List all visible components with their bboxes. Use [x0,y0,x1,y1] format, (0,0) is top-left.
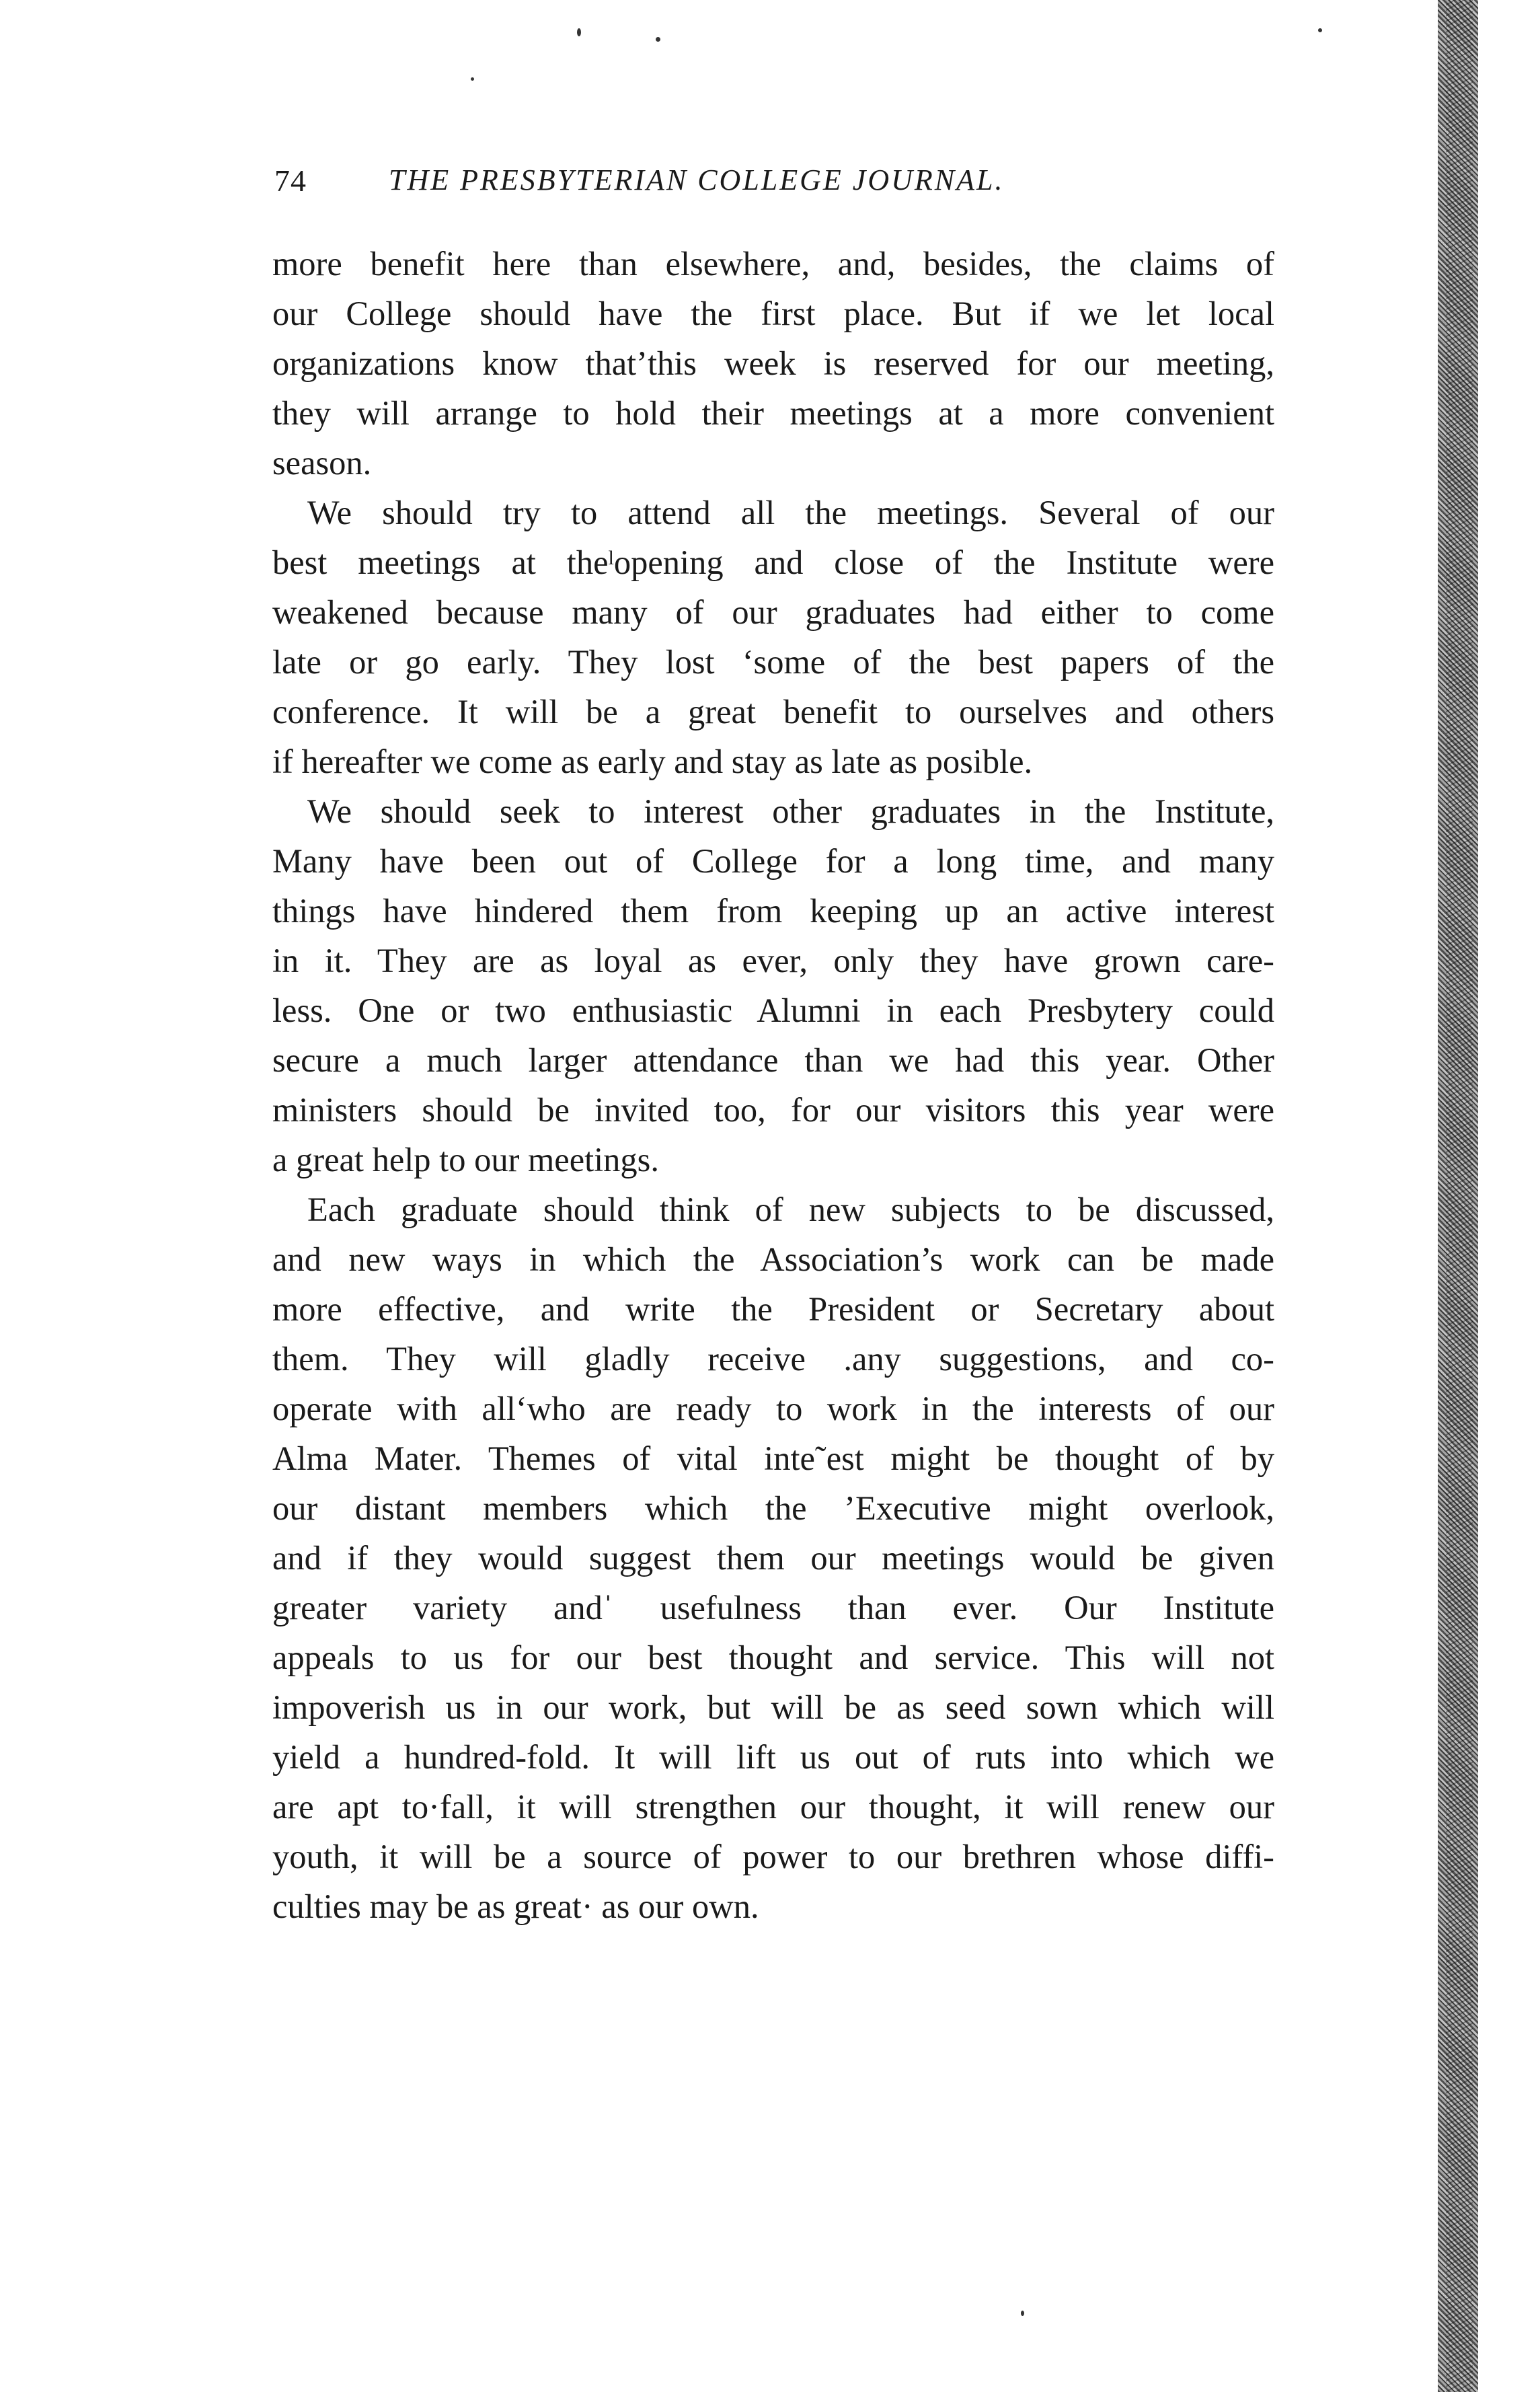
running-title: THE PRESBYTERIAN COLLEGE JOURNAL. [389,163,1005,196]
text-line: ministers should be invited too, for our visitors this year were [272,1091,1274,1129]
text-line: secure a much larger attendance than we had this year. Other [272,1041,1274,1079]
text-line: more effective, and write the President or Secretary about [272,1290,1274,1328]
text-line: weakened because many of our graduates had either to come [272,593,1274,631]
text-line: are apt to·fall, it will strengthen our thought, it will renew our [272,1788,1274,1826]
text-line: Alma Mater. Themes of vital inte˜est might be thought of by [272,1440,1274,1477]
text-line: We should try to attend all the meetings. Several of our [307,494,1274,531]
text-line: operate with all‘who are ready to work in the interests of our [272,1390,1274,1427]
text-line: more benefit here than elsewhere, and, besides, the claims of [272,245,1274,283]
paragraph [272,239,1274,488]
text-line: organizations know thatʼthis week is reserved for our meeting, [272,344,1274,382]
text-line: late or go early. They lost ‘some of the best papers of the [272,643,1274,681]
text-line: a great help to our meetings. [272,1141,659,1179]
text-line: culties may be as great· as our own. [272,1888,759,1925]
paragraph [272,786,1274,1185]
scan-speck [471,77,474,81]
text-line: things have hindered them from keeping up an active interest [272,892,1274,930]
text-line: youth, it will be a source of power to our brethren whose diffi- [272,1838,1274,1875]
paragraph [272,1185,1274,1931]
text-line: season. [272,444,372,482]
text-line: if hereafter we come as early and stay as late as posible. [272,743,1033,780]
text-line: and new ways in which the Association’s work can be made [272,1240,1274,1278]
paragraph [272,488,1274,786]
text-line: in it. They are as loyal as ever, only they have grown care- [272,942,1274,979]
scan-speck [656,37,660,42]
text-line: best meetings at theˡopening and close of the Institute were [272,544,1274,581]
scan-speck [577,28,581,36]
page-number: 74 [274,163,307,198]
text-line: appeals to us for our best thought and service. This will not [272,1639,1274,1676]
text-line: and if they would suggest them our meetings would be given [272,1539,1274,1577]
text-line: conference. It will be a great benefit to ourselves and others [272,693,1274,731]
text-line: they will arrange to hold their meetings at a more convenient [272,394,1274,432]
text-line: impoverish us in our work, but will be as seed sown which will [272,1688,1274,1726]
text-line: yield a hundred-fold. It will lift us out of ruts into which we [272,1738,1274,1776]
scan-speck [1021,2311,1024,2316]
text-line: greater variety andˈ usefulness than ever. Our Institute [272,1589,1274,1627]
text-line: our College should have the first place. But if we let local [272,295,1274,332]
text-line: them. They will gladly receive .any suggestions, and co- [272,1340,1274,1378]
text-line: less. One or two enthusiastic Alumni in each Presbytery could [272,992,1274,1029]
text-line: Many have been out of College for a long time, and many [272,842,1274,880]
article-body [272,239,1274,1931]
text-line: our distant members which the ʼExecutive might overlook, [272,1489,1274,1527]
page-edge-texture [1446,0,1473,2392]
page-header [274,163,1310,210]
text-line: Each graduate should think of new subjects to be discussed, [307,1191,1274,1228]
scan-speck [1318,28,1322,32]
text-line: We should seek to interest other graduates in the Institute, [307,792,1274,830]
